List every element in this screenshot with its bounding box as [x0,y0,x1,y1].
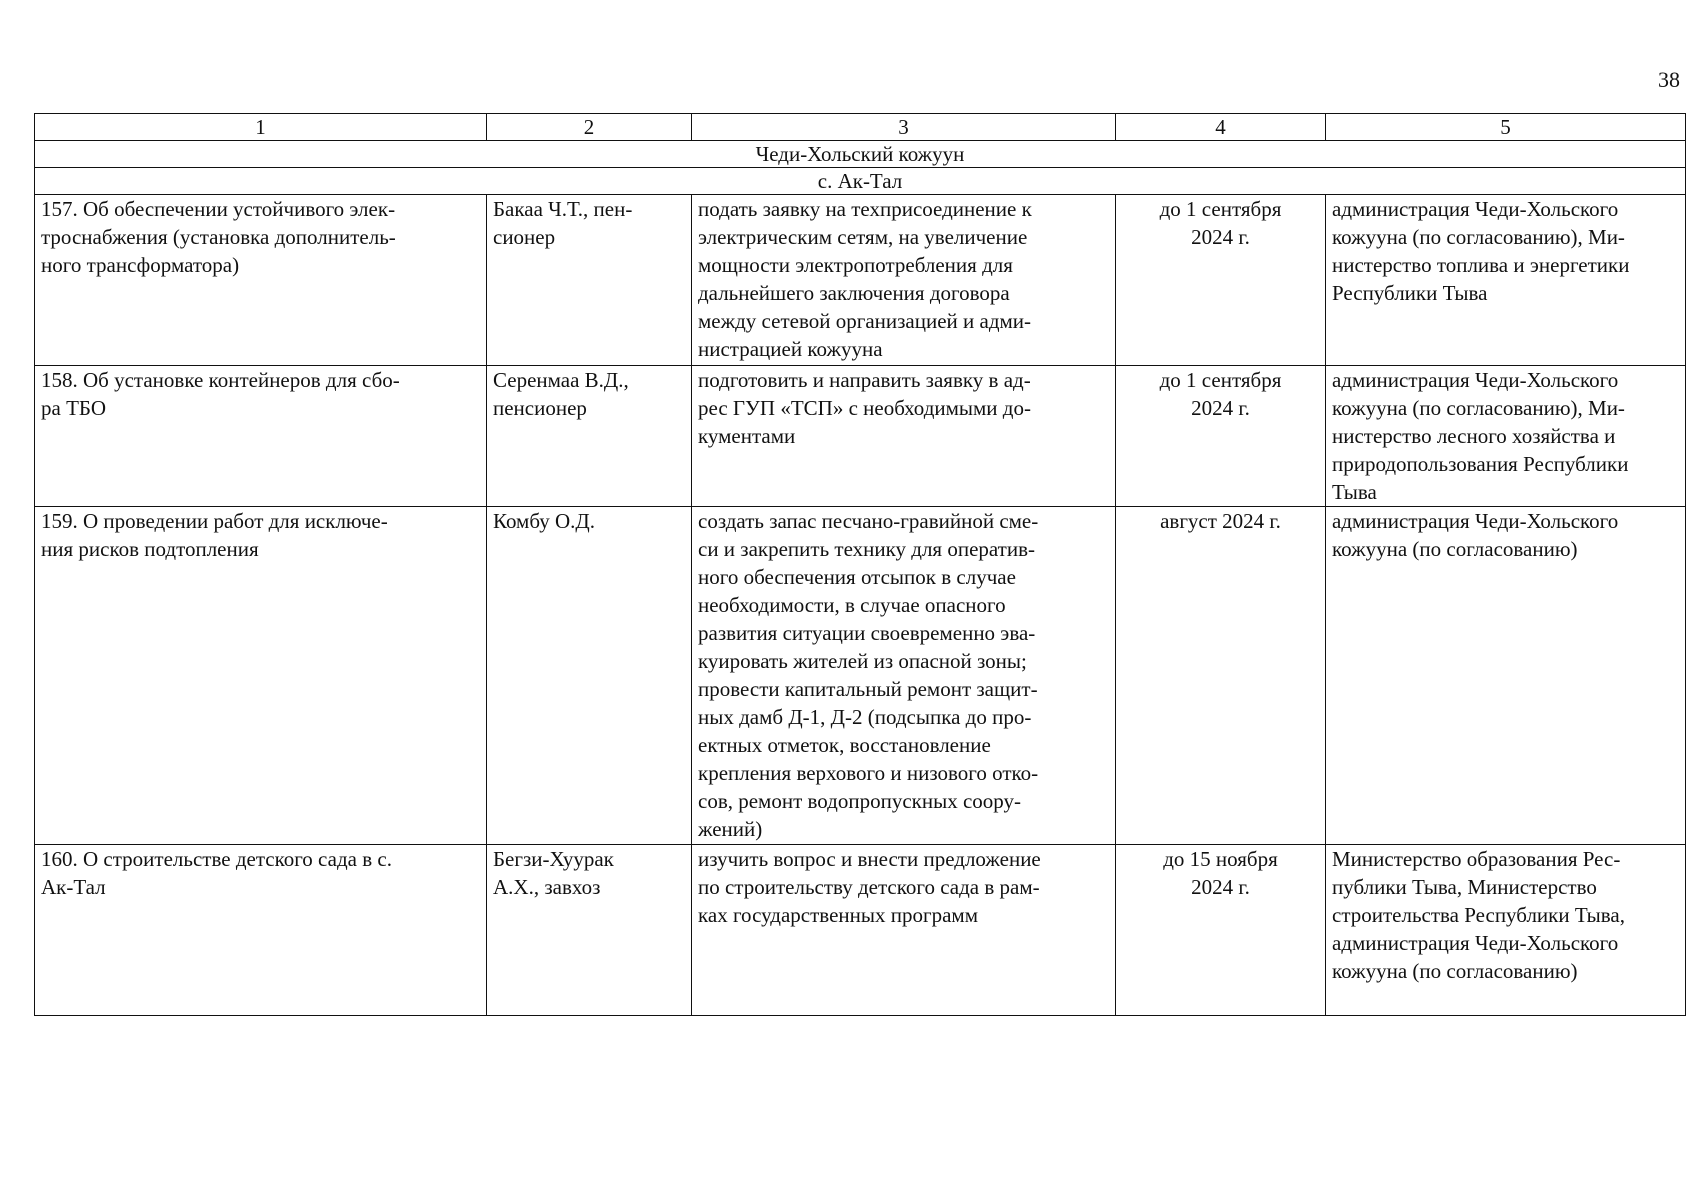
measures-cell [692,507,1116,845]
column-number-5: 5 [1326,114,1686,141]
deadline-text: до 1 сентября 2024 г. [1159,368,1282,420]
deadline-cell [1116,195,1326,366]
responsible-cell [1326,507,1686,845]
responsible-text: администрация Чеди-Хольского кожууна (по согласованию) [1332,509,1619,561]
issue-text: 159. О проведении работ для исключе- ния рисков подтопления [41,509,388,561]
applicant-cell [487,195,692,366]
deadline-cell [1116,845,1326,1016]
table-row [35,366,1686,507]
measures-cell [692,195,1116,366]
responsible-cell [1326,366,1686,507]
settlement-row [35,168,1686,195]
responsible-text: администрация Чеди-Хольского кожууна (по согласованию), Ми- нистерство лесного хозяйства и природопользования Республики Тыва [1332,368,1629,504]
district-heading: Чеди-Хольский кожуун [35,141,1686,168]
page-number: 38 [1658,67,1680,92]
deadline-cell [1116,366,1326,507]
settlement-heading: с. Ак-Тал [35,168,1686,195]
table-row [35,845,1686,1016]
issue-cell [35,366,487,507]
applicant-text: Серенмаа В.Д., пенсионер [493,368,629,420]
measures-cell [692,845,1116,1016]
issue-text: 157. Об обеспечении устойчивого элек- троснабжения (установка дополнитель- ного трансформатора) [41,197,396,277]
issue-text: 160. О строительстве детского сада в с. Ак-Тал [41,847,392,899]
responsible-text: Министерство образования Рес- публики Тыва, Министерство строительства Республики Тыва, администрация Чеди-Хольского кожууна (по согласованию) [1332,847,1625,983]
issue-cell [35,195,487,366]
applicant-cell [487,845,692,1016]
applicant-cell [487,507,692,845]
applicant-text: Комбу О.Д. [493,509,595,533]
column-number-2: 2 [487,114,692,141]
measures-text: подготовить и направить заявку в ад- рес ГУП «ТСП» с необходимыми до- кументами [698,368,1031,448]
applicant-text: Бакаа Ч.Т., пен- сионер [493,197,633,249]
measures-table [34,113,1686,1016]
measures-cell [692,366,1116,507]
district-row [35,141,1686,168]
applicant-text: Бегзи-Хуурак А.Х., завхоз [493,847,614,899]
issue-cell [35,845,487,1016]
column-number-3: 3 [692,114,1116,141]
measures-text: создать запас песчано-гравийной сме- си и закрепить технику для оператив- ного обеспечения отсыпок в случае необходимости, в случае опасного развития ситуации своевременно эва- куировать жителей из опасной зоны; провести капитальный ремонт защит- ных дамб Д-1, Д-2 (подсыпка до про- ектных отметок, восстановление крепления верхового и низового отко- сов, ремонт водопропускных соору- жений) [698,509,1039,841]
issue-text: 158. Об установке контейнеров для сбо- ра ТБО [41,368,400,420]
measures-text: подать заявку на техприсоединение к электрическим сетям, на увеличение мощности электропотребления для дальнейшего заключения договора между сетевой организацией и адми- нистрацией кожууна [698,197,1032,361]
deadline-cell [1116,507,1326,845]
table-row [35,195,1686,366]
deadline-text: до 15 ноября 2024 г. [1163,847,1278,899]
responsible-cell [1326,195,1686,366]
responsible-text: администрация Чеди-Хольского кожууна (по согласованию), Ми- нистерство топлива и энергетики Республики Тыва [1332,197,1630,305]
responsible-cell [1326,845,1686,1016]
column-number-1: 1 [35,114,487,141]
deadline-text: август 2024 г. [1160,509,1281,533]
issue-cell [35,507,487,845]
measures-text: изучить вопрос и внести предложение по строительству детского сада в рам- ках государственных программ [698,847,1041,927]
table-row [35,507,1686,845]
column-number-row [35,114,1686,141]
deadline-text: до 1 сентября 2024 г. [1159,197,1282,249]
applicant-cell [487,366,692,507]
column-number-4: 4 [1116,114,1326,141]
